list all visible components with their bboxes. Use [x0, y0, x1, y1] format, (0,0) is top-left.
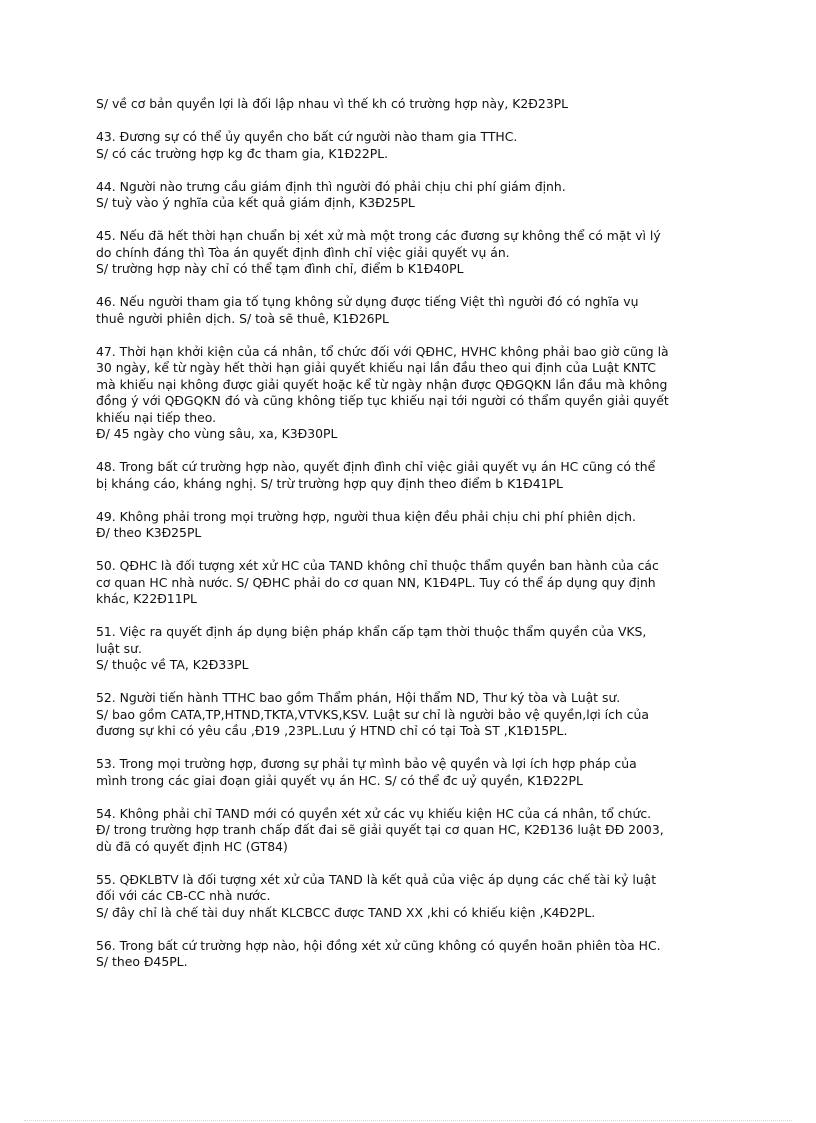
- document-body: [96, 96, 736, 987]
- paragraph: [96, 96, 736, 113]
- text-line: đương sự khi có yêu cầu ,Đ19 ,23PL.Lưu ý HTND chỉ có tại Toà ST ,K1Đ15PL.: [96, 723, 568, 738]
- text-line: Đ/ theo K3Đ25PL: [96, 525, 202, 540]
- text-line: 46. Nếu người tham gia tố tụng không sử dụng được tiếng Việt thì người đó có nghĩa vụ: [96, 294, 639, 309]
- text-line: S/ thuộc về TA, K2Đ33PL: [96, 657, 249, 672]
- text-line: đồng ý với QĐGQKN đó và cũng không tiếp tục khiếu nại tới người có thẩm quyền giải quyết: [96, 393, 669, 408]
- paragraph: [96, 558, 736, 608]
- text-line: 47. Thời hạn khởi kiện của cá nhân, tổ chức đối với QĐHC, HVHC không phải bao giờ cũng là: [96, 343, 669, 359]
- text-line: 52. Người tiến hành TTHC bao gồm Thẩm phán, Hội thẩm ND, Thư ký tòa và Luật sư.: [96, 690, 621, 705]
- text-line: cơ quan HC nhà nước. S/ QĐHC phải do cơ quan NN, K1Đ4PL. Tuy có thể áp dụng quy định: [96, 574, 656, 590]
- text-line: 53. Trong mọi trường hợp, đương sự phải tự mình bảo vệ quyền và lợi ích hợp pháp của: [96, 756, 637, 771]
- paragraph: [96, 806, 736, 856]
- text-line: mình trong các giai đoạn giải quyết vụ án HC. S/ có thể đc uỷ quyền, K1Đ22PL: [96, 772, 583, 788]
- paragraph: [96, 938, 736, 971]
- page-bottom-divider: [24, 1120, 792, 1121]
- paragraph: [96, 459, 736, 492]
- paragraph: [96, 509, 736, 542]
- paragraph: [96, 179, 736, 212]
- text-line: 51. Việc ra quyết định áp dụng biện pháp khẩn cấp tạm thời thuộc thẩm quyền của VKS,: [96, 624, 647, 639]
- text-line: mà khiếu nại không được giải quyết hoặc kể từ ngày nhận được QĐGQKN lần đầu mà không: [96, 376, 668, 392]
- text-line: 50. QĐHC là đối tượng xét xử HC của TAND không chỉ thuộc thẩm quyền ban hành của các: [96, 558, 659, 573]
- paragraph: [96, 294, 736, 327]
- text-line: do chính đáng thì Tòa án quyết định đình chỉ việc giải quyết vụ án.: [96, 244, 510, 260]
- text-line: S/ trường hợp này chỉ có thể tạm đình chỉ, điểm b K1Đ40PL: [96, 261, 464, 276]
- paragraph: [96, 690, 736, 740]
- paragraph: [96, 129, 736, 162]
- text-line: thuê người phiên dịch. S/ toà sẽ thuê, K1Đ26PL: [96, 310, 389, 326]
- text-line: 49. Không phải trong mọi trường hợp, người thua kiện đều phải chịu chi phí phiên dịch.: [96, 508, 636, 524]
- paragraph: [96, 756, 736, 789]
- text-line: S/ bao gồm CATA,TP,HTND,TKTA,VTVKS,KSV. Luật sư chỉ là người bảo vệ quyền,lợi ích của: [96, 706, 649, 722]
- text-line: Đ/ 45 ngày cho vùng sâu, xa, K3Đ30PL: [96, 426, 338, 441]
- text-line: Đ/ trong trường hợp tranh chấp đất đai sẽ giải quyết tại cơ quan HC, K2Đ136 luật ĐĐ 2003,: [96, 822, 664, 837]
- text-line: khác, K22Đ11PL: [96, 591, 197, 606]
- paragraph: [96, 624, 736, 674]
- text-line: khiếu nại tiếp theo.: [96, 409, 217, 425]
- text-line: đối với các CB-CC nhà nước.: [96, 888, 271, 903]
- text-line: 54. Không phải chỉ TAND mới có quyền xét xử các vụ khiếu kiện HC của cá nhân, tổ chức.: [96, 805, 652, 821]
- text-line: dù đã có quyết định HC (GT84): [96, 838, 288, 854]
- paragraph: [96, 228, 736, 278]
- text-line: 55. QĐKLBTV là đối tượng xét xử của TAND là kết quả của việc áp dụng các chế tài kỷ luật: [96, 871, 657, 887]
- text-line: 45. Nếu đã hết thời hạn chuẩn bị xét xử mà một trong các đương sự không thể có mặt vì lý: [96, 228, 661, 243]
- text-line: luật sư.: [96, 640, 142, 656]
- text-line: S/ có các trường hợp kg đc tham gia, K1Đ22PL.: [96, 145, 389, 161]
- text-line: 56. Trong bất cứ trường hợp nào, hội đồng xét xử cũng không có quyền hoãn phiên tòa HC.: [96, 937, 661, 953]
- text-line: 30 ngày, kể từ ngày hết thời hạn giải quyết khiếu nại lần đầu theo qui định của Luật KNTC: [96, 360, 656, 375]
- text-line: 44. Người nào trưng cầu giám định thì người đó phải chịu chi phí giám định.: [96, 178, 566, 194]
- text-line: S/ tuỳ vào ý nghĩa của kết quả giám định, K3Đ25PL: [96, 195, 415, 210]
- text-line: bị kháng cáo, kháng nghị. S/ trừ trường hợp quy định theo điểm b K1Đ41PL: [96, 475, 563, 491]
- paragraph: [96, 872, 736, 922]
- text-line: 48. Trong bất cứ trường hợp nào, quyết định đình chỉ việc giải quyết vụ án HC cũng có thể: [96, 459, 656, 474]
- text-line: S/ đây chỉ là chế tài duy nhất KLCBCC được TAND XX ,khi có khiếu kiện ,K4Đ2PL.: [96, 904, 596, 920]
- text-line: 43. Đương sự có thể ủy quyền cho bất cứ người nào tham gia TTHC.: [96, 129, 518, 144]
- text-line: S/ về cơ bản quyền lợi là đối lập nhau vì thế kh có trường hợp này, K2Đ23PL: [96, 96, 569, 111]
- paragraph: [96, 344, 736, 443]
- text-line: S/ theo Đ45PL.: [96, 954, 188, 969]
